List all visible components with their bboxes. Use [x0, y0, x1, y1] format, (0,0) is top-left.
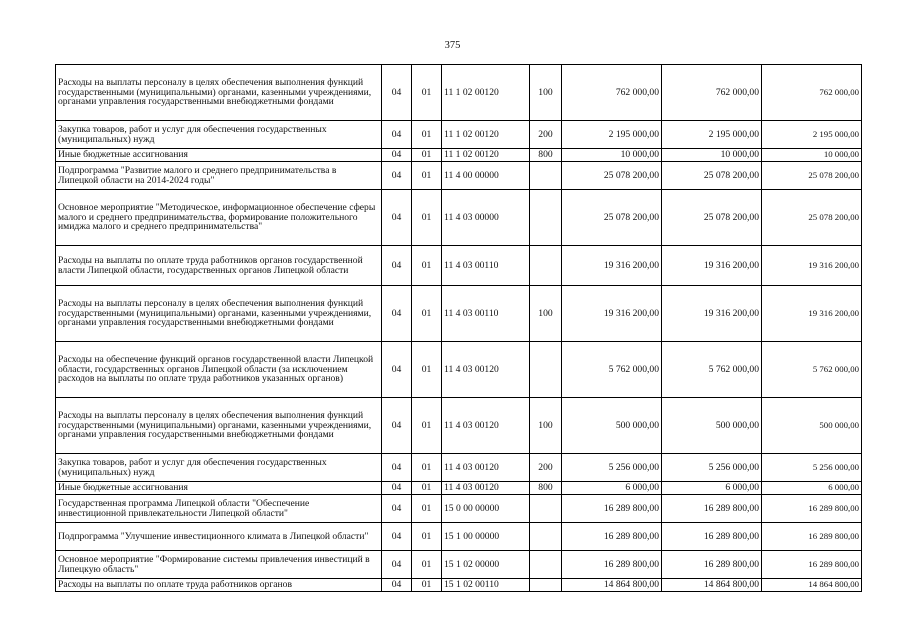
- target-article-cell: 11 1 02 00120: [442, 121, 530, 149]
- amount-year1-cell: 19 316 200,00: [562, 286, 662, 342]
- amount-year1-cell: 762 000,00: [562, 65, 662, 121]
- amount-year3-cell: 5 256 000,00: [762, 454, 862, 482]
- target-article-cell: 11 1 02 00120: [442, 65, 530, 121]
- amount-year3-cell: 16 289 800,00: [762, 495, 862, 523]
- amount-year1-cell: 25 078 200,00: [562, 162, 662, 190]
- section-code-cell: 04: [382, 495, 412, 523]
- table-row: [56, 342, 862, 398]
- section-code-cell: 04: [382, 482, 412, 495]
- section-code-cell: 04: [382, 246, 412, 286]
- expense-type-cell: 100: [530, 65, 562, 121]
- amount-year1-cell: 6 000,00: [562, 482, 662, 495]
- table-row: [56, 495, 862, 523]
- target-article-cell: 15 1 02 00110: [442, 579, 530, 592]
- amount-year3-cell: 500 000,00: [762, 398, 862, 454]
- section-code-cell: 04: [382, 342, 412, 398]
- table-row: [56, 454, 862, 482]
- amount-year2-cell: 19 316 200,00: [662, 246, 762, 286]
- target-article-cell: 15 1 02 00000: [442, 551, 530, 579]
- amount-year3-cell: 25 078 200,00: [762, 190, 862, 246]
- subsection-code-cell: 01: [412, 65, 442, 121]
- target-article-cell: 11 4 03 00120: [442, 454, 530, 482]
- amount-year3-cell: 16 289 800,00: [762, 551, 862, 579]
- amount-year2-cell: 2 195 000,00: [662, 121, 762, 149]
- subsection-code-cell: 01: [412, 551, 442, 579]
- table-row: [56, 190, 862, 246]
- budget-table-body: [56, 65, 862, 592]
- amount-year3-cell: 2 195 000,00: [762, 121, 862, 149]
- row-name-cell: Подпрограмма "Улучшение инвестиционного климата в Липецкой области": [56, 523, 382, 551]
- row-name-cell: Иные бюджетные ассигнования: [56, 149, 382, 162]
- table-row: [56, 398, 862, 454]
- expense-type-cell: 200: [530, 454, 562, 482]
- table-row: [56, 286, 862, 342]
- amount-year1-cell: 5 256 000,00: [562, 454, 662, 482]
- table-row: [56, 65, 862, 121]
- target-article-cell: 11 4 03 00120: [442, 398, 530, 454]
- amount-year2-cell: 25 078 200,00: [662, 190, 762, 246]
- section-code-cell: 04: [382, 523, 412, 551]
- row-name-cell: Расходы на обеспечение функций органов государственной власти Липецкой области, государственных органов Липецкой области (за исключением расходов на выплаты по оплате труда работников указанных органов): [56, 342, 382, 398]
- amount-year2-cell: 25 078 200,00: [662, 162, 762, 190]
- subsection-code-cell: 01: [412, 495, 442, 523]
- table-row: [56, 551, 862, 579]
- amount-year2-cell: 500 000,00: [662, 398, 762, 454]
- subsection-code-cell: 01: [412, 482, 442, 495]
- section-code-cell: 04: [382, 398, 412, 454]
- amount-year3-cell: 25 078 200,00: [762, 162, 862, 190]
- expense-type-cell: 100: [530, 286, 562, 342]
- subsection-code-cell: 01: [412, 121, 442, 149]
- table-row: [56, 482, 862, 495]
- amount-year2-cell: 10 000,00: [662, 149, 762, 162]
- amount-year1-cell: 500 000,00: [562, 398, 662, 454]
- amount-year3-cell: 19 316 200,00: [762, 246, 862, 286]
- amount-year2-cell: 16 289 800,00: [662, 495, 762, 523]
- table-row: [56, 162, 862, 190]
- amount-year1-cell: 25 078 200,00: [562, 190, 662, 246]
- amount-year2-cell: 6 000,00: [662, 482, 762, 495]
- section-code-cell: 04: [382, 454, 412, 482]
- expense-type-cell: [530, 162, 562, 190]
- row-name-cell: Подпрограмма "Развитие малого и среднего предпринимательства в Липецкой области на 2014-2024 годы": [56, 162, 382, 190]
- amount-year2-cell: 16 289 800,00: [662, 551, 762, 579]
- subsection-code-cell: 01: [412, 190, 442, 246]
- table-row: [56, 523, 862, 551]
- budget-table: [55, 64, 862, 592]
- row-name-cell: Иные бюджетные ассигнования: [56, 482, 382, 495]
- row-name-cell: Закупка товаров, работ и услуг для обеспечения государственных (муниципальных) нужд: [56, 454, 382, 482]
- expense-type-cell: [530, 342, 562, 398]
- subsection-code-cell: 01: [412, 342, 442, 398]
- section-code-cell: 04: [382, 162, 412, 190]
- table-row: [56, 579, 862, 592]
- expense-type-cell: [530, 190, 562, 246]
- expense-type-cell: [530, 246, 562, 286]
- subsection-code-cell: 01: [412, 246, 442, 286]
- subsection-code-cell: 01: [412, 162, 442, 190]
- section-code-cell: 04: [382, 190, 412, 246]
- expense-type-cell: 800: [530, 149, 562, 162]
- section-code-cell: 04: [382, 149, 412, 162]
- target-article-cell: 11 4 03 00120: [442, 482, 530, 495]
- target-article-cell: 11 4 03 00110: [442, 286, 530, 342]
- subsection-code-cell: 01: [412, 454, 442, 482]
- amount-year2-cell: 5 256 000,00: [662, 454, 762, 482]
- amount-year2-cell: 762 000,00: [662, 65, 762, 121]
- target-article-cell: 15 1 00 00000: [442, 523, 530, 551]
- amount-year1-cell: 19 316 200,00: [562, 246, 662, 286]
- section-code-cell: 04: [382, 579, 412, 592]
- subsection-code-cell: 01: [412, 149, 442, 162]
- amount-year3-cell: 16 289 800,00: [762, 523, 862, 551]
- amount-year1-cell: 5 762 000,00: [562, 342, 662, 398]
- row-name-cell: Основное мероприятие "Методическое, информационное обеспечение сферы малого и среднего предпринимательства, формирование положительного имиджа малого и среднего предпринимательства": [56, 190, 382, 246]
- target-article-cell: 11 4 03 00000: [442, 190, 530, 246]
- target-article-cell: 11 1 02 00120: [442, 149, 530, 162]
- subsection-code-cell: 01: [412, 523, 442, 551]
- subsection-code-cell: 01: [412, 398, 442, 454]
- amount-year3-cell: 14 864 800,00: [762, 579, 862, 592]
- row-name-cell: Расходы на выплаты по оплате труда работников органов: [56, 579, 382, 592]
- table-row: [56, 246, 862, 286]
- row-name-cell: Государственная программа Липецкой области "Обеспечение инвестиционной привлекательности Липецкой области": [56, 495, 382, 523]
- target-article-cell: 11 4 03 00110: [442, 246, 530, 286]
- amount-year2-cell: 5 762 000,00: [662, 342, 762, 398]
- amount-year1-cell: 14 864 800,00: [562, 579, 662, 592]
- amount-year3-cell: 6 000,00: [762, 482, 862, 495]
- amount-year1-cell: 16 289 800,00: [562, 523, 662, 551]
- row-name-cell: Расходы на выплаты персоналу в целях обеспечения выполнения функций государственными (муниципальными) органами, казенными учреждениями, органами управления государственными внебюджетными фондами: [56, 286, 382, 342]
- amount-year2-cell: 16 289 800,00: [662, 523, 762, 551]
- expense-type-cell: 800: [530, 482, 562, 495]
- amount-year3-cell: 10 000,00: [762, 149, 862, 162]
- expense-type-cell: 200: [530, 121, 562, 149]
- row-name-cell: Закупка товаров, работ и услуг для обеспечения государственных (муниципальных) нужд: [56, 121, 382, 149]
- row-name-cell: Расходы на выплаты персоналу в целях обеспечения выполнения функций государственными (муниципальными) органами, казенными учреждениями, органами управления государственными внебюджетными фондами: [56, 65, 382, 121]
- expense-type-cell: [530, 523, 562, 551]
- expense-type-cell: [530, 551, 562, 579]
- section-code-cell: 04: [382, 121, 412, 149]
- subsection-code-cell: 01: [412, 286, 442, 342]
- amount-year2-cell: 14 864 800,00: [662, 579, 762, 592]
- table-row: [56, 121, 862, 149]
- section-code-cell: 04: [382, 65, 412, 121]
- amount-year1-cell: 10 000,00: [562, 149, 662, 162]
- expense-type-cell: [530, 579, 562, 592]
- expense-type-cell: [530, 495, 562, 523]
- amount-year3-cell: 5 762 000,00: [762, 342, 862, 398]
- table-row: [56, 149, 862, 162]
- row-name-cell: Основное мероприятие "Формирование системы привлечения инвестиций в Липецкую область": [56, 551, 382, 579]
- row-name-cell: Расходы на выплаты по оплате труда работников органов государственной власти Липецкой области, государственных органов Липецкой области: [56, 246, 382, 286]
- expense-type-cell: 100: [530, 398, 562, 454]
- target-article-cell: 15 0 00 00000: [442, 495, 530, 523]
- target-article-cell: 11 4 00 00000: [442, 162, 530, 190]
- amount-year1-cell: 16 289 800,00: [562, 495, 662, 523]
- amount-year3-cell: 762 000,00: [762, 65, 862, 121]
- target-article-cell: 11 4 03 00120: [442, 342, 530, 398]
- amount-year3-cell: 19 316 200,00: [762, 286, 862, 342]
- page-number: 375: [444, 40, 461, 51]
- row-name-cell: Расходы на выплаты персоналу в целях обеспечения выполнения функций государственными (муниципальными) органами, казенными учреждениями, органами управления государственными внебюджетными фондами: [56, 398, 382, 454]
- amount-year1-cell: 16 289 800,00: [562, 551, 662, 579]
- amount-year1-cell: 2 195 000,00: [562, 121, 662, 149]
- section-code-cell: 04: [382, 551, 412, 579]
- subsection-code-cell: 01: [412, 579, 442, 592]
- amount-year2-cell: 19 316 200,00: [662, 286, 762, 342]
- section-code-cell: 04: [382, 286, 412, 342]
